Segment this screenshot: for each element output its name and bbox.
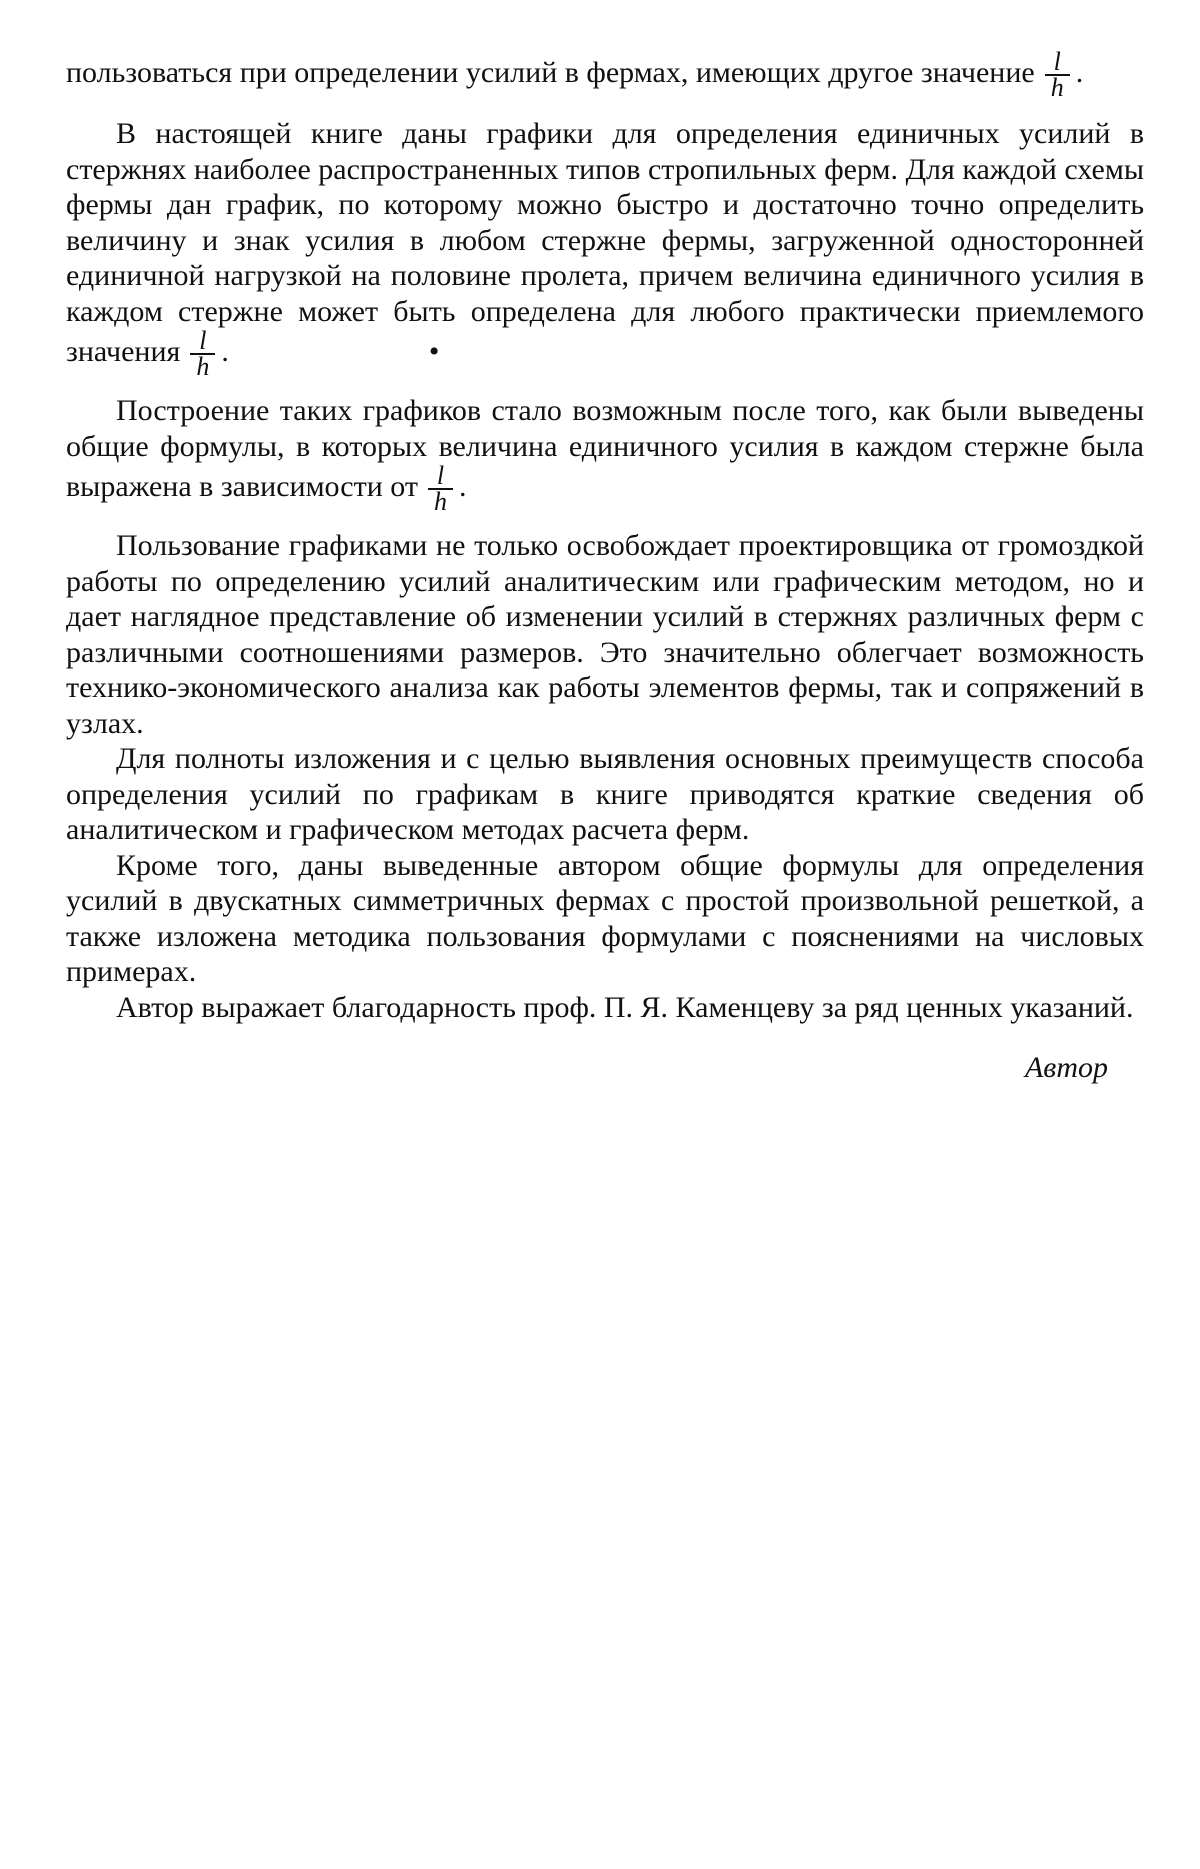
paragraph-text: Построение таких графиков стало возможным после того, как были выведены общие формулы, в которых величина единичного усилия в каждом стержне была выражена в зависимости от (66, 394, 1144, 503)
paragraph-text: В настоящей книге даны графики для определения единичных усилий в стержнях наиболее распространенных типов стропильных ферм. Для каждой схемы фермы дан график, по которому можно быстро и достаточно точно определить величину и знак усилия в любом стержне фермы, загруженной односторонней единичной нагрузкой на половине пролета, причем величина единичного усилия в каждом стержне может быть определена для любого практически приемлемого значения (66, 117, 1144, 368)
fraction-numerator: l (190, 329, 215, 355)
paragraph-text: пользоваться при определении усилий в фермах, имеющих другое значение (66, 56, 1035, 89)
paragraph-acknowledgement: Автор выражает благодарность проф. П. Я. Каменцеву за ряд ценных указаний. (116, 990, 1134, 1024)
paragraph-graphs-purpose (66, 116, 1144, 379)
paragraph-intro-continuation (66, 44, 1144, 102)
paragraph-period: . (459, 469, 467, 503)
stray-dot: • (428, 334, 440, 368)
fraction-denominator: h (196, 352, 210, 381)
fraction-denominator: h (1050, 73, 1064, 103)
fraction-l-over-h (1045, 47, 1070, 103)
author-signature: Автор (1024, 1051, 1108, 1084)
fraction-l-over-h (428, 461, 453, 516)
paragraph-formulas: Кроме того, даны выведенные автором общие формулы для определения усилий в двускатных симметричных фермах с простой произвольной решеткой, а также изложена методика пользования формулами с пояснениями на числовых примерах. (66, 848, 1144, 988)
page-body (66, 44, 1144, 1085)
paragraph-graphs-construction (66, 393, 1144, 514)
fraction-denominator: h (434, 487, 448, 516)
paragraph-period: . (1075, 56, 1084, 89)
paragraph-graphs-benefits: Пользование графиками не только освобождает проектировщика от громоздкой работы по определению усилий аналитическим или графическим методом, но и дает наглядное представление об изменении усилий в стержнях различных ферм с различными соотношениями размеров. Это значительно облегчает возможность технико-экономического анализа как работы элементов фермы, так и сопряжений в узлах. (66, 529, 1144, 740)
paragraph-period: . (221, 334, 229, 368)
fraction-l-over-h (190, 326, 215, 381)
paragraph-completeness: Для полноты изложения и с целью выявления основных преимуществ способа определения усилий по графикам в книге приводятся краткие сведения об аналитическом и графическом методах расчета ферм. (66, 742, 1144, 846)
fraction-numerator: l (428, 464, 453, 490)
fraction-numerator: l (1045, 50, 1070, 76)
